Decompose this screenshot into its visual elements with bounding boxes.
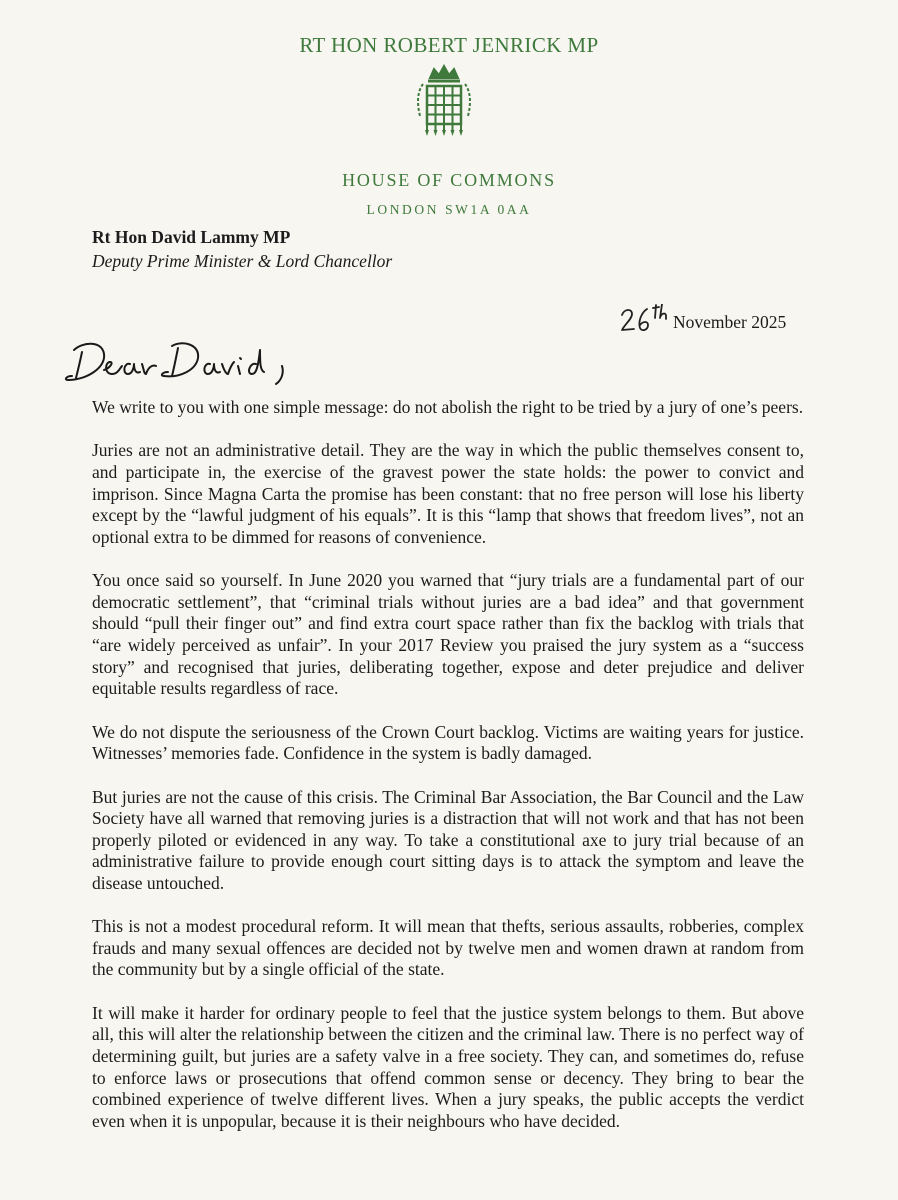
- paragraph: But juries are not the cause of this crisis. The Criminal Bar Association, the Bar Council and the Law Society have all warned that removing juries is a distraction that will not work and that has not been properly piloted or evidenced in any way. To take a constitutional axe to jury trial because of an administrative failure to provide enough court sitting days is to attack the symptom and leave the disease untouched.: [92, 786, 804, 893]
- mp-name: RT HON ROBERT JENRICK MP: [299, 33, 599, 57]
- paragraph: We write to you with one simple message: do not abolish the right to be tried by a jury of one’s peers.: [92, 397, 804, 417]
- letter-date: [620, 304, 800, 334]
- paragraph: You once said so yourself. In June 2020 you warned that “jury trials are a fundamental part of our democratic settlement”, that “criminal trials without juries are a bad idea” and that government should “pull their finger out” and find extra court space rather than fix the backlog with trials that “are widely perceived as unfair”. In your 2017 Review you praised the jury system as a “success story” and recognised that juries, deliberating together, expose and deter prejudice and deliver equitable results regardless of race.: [92, 570, 804, 699]
- paragraph: It will make it harder for ordinary people to feel that the justice system belongs to them. But above all, this will alter the relationship between the citizen and the criminal law. There is no perfect way of determining guilt, but juries are a safety valve in a free society. They can, and sometimes do, refuse to enforce laws or prosecutions that offend common sense or decency. They bring to bear the combined experience of twelve different lives. When a jury speaks, the public accepts the verdict even when it is unpopular, because it is their neighbours who have decided.: [92, 1002, 804, 1131]
- paragraph: We do not dispute the seriousness of the Crown Court backlog. Victims are waiting years for justice. Witnesses’ memories fade. Confidence in the system is badly damaged.: [92, 721, 804, 764]
- recipient-role: Deputy Prime Minister & Lord Chancellor: [92, 251, 393, 271]
- letter-body: [92, 397, 804, 1154]
- paragraph: This is not a modest procedural reform. It will mean that thefts, serious assaults, robberies, complex frauds and many sexual offences are decided not by twelve men and women drawn at random from the community but by a single official of the state.: [92, 916, 804, 980]
- recipient-name: Rt Hon David Lammy MP: [92, 227, 291, 247]
- house-of-commons: HOUSE OF COMMONS: [342, 170, 556, 190]
- recipient-block: [92, 227, 392, 272]
- handwritten-salutation: [60, 330, 300, 390]
- paragraph: Juries are not an administrative detail. They are the way in which the public themselves consent to, and participate in, the exercise of the gravest power the state holds: the power to convict and imprison. Since Magna Carta the promise has been constant: that no free person will lose his liberty except by the “lawful judgment of his equals”. It is this “lamp that shows that freedom lives”, not an optional extra to be dimmed for reasons of convenience.: [92, 440, 804, 547]
- handwritten-day: [620, 304, 672, 334]
- portcullis-icon: [414, 64, 474, 144]
- address-line: LONDON SW1A 0AA: [366, 202, 532, 217]
- date-month-year: November 2025: [673, 312, 787, 332]
